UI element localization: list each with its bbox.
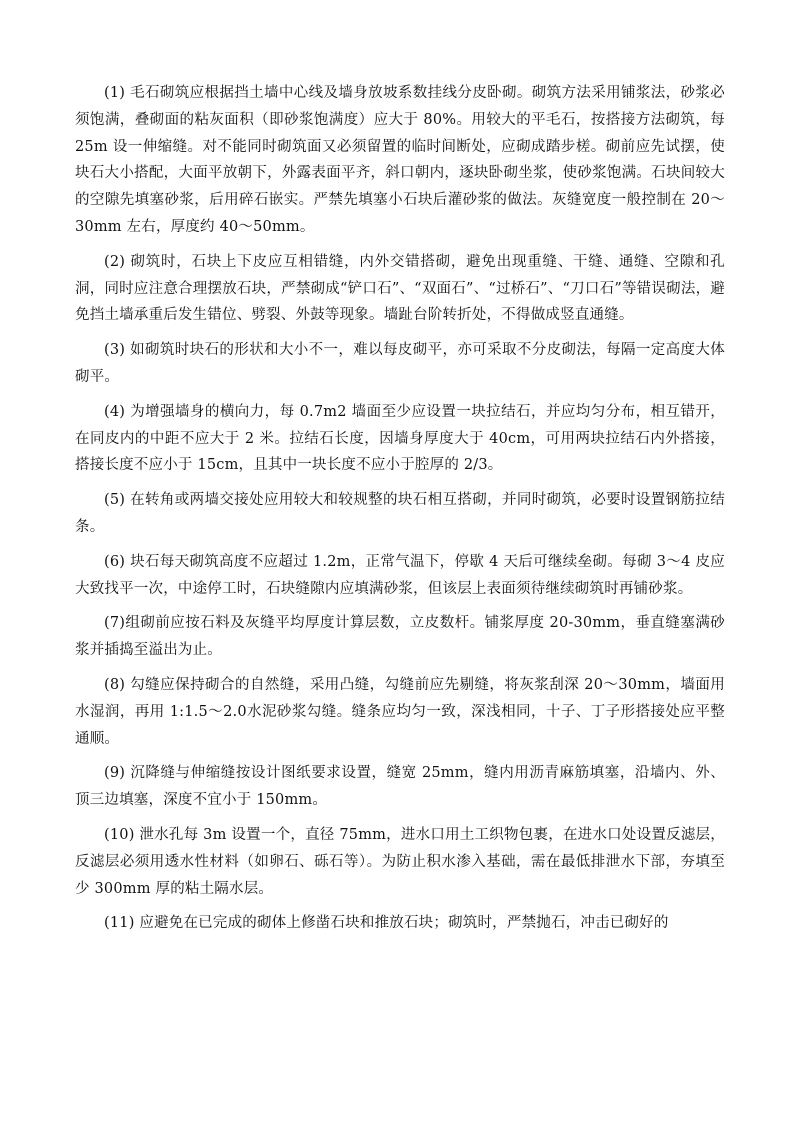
paragraph-11: (11) 应避免在已完成的砌体上修凿石块和推放石块；砌筑时，严禁抛石，冲击已砌好的 <box>104 915 669 932</box>
paragraph-7: (7)组砌前应按石料及灰缝平均厚度计算层数，立皮数杆。铺浆厚度 20-30mm，垂直缝塞满砂浆并插捣至溢出为止。 <box>75 615 725 659</box>
paragraph-5: (5) 在转角或两墙交接处应用较大和较规整的块石相互搭砌，并同时砌筑，必要时设置钢筋拉结条。 <box>75 492 725 535</box>
paragraph-3: (3) 如砌筑时块石的形状和大小不一，难以每皮砌平，亦可采取不分皮砌法，每隔一定高度大体砌平。 <box>75 342 725 385</box>
paragraph-9: (9) 沉降缝与伸缩缝按设计图纸要求设置，缝宽 25mm，缝内用沥青麻筋填塞，沿墙内、外、顶三边填塞，深度不宜小于 150mm。 <box>75 765 725 809</box>
document-body <box>75 80 725 945</box>
paragraph-4: (4) 为增强墙身的横向力，每 0.7m2 墙面至少应设置一块拉结石，并应均匀分布，相互错开，在同皮内的中距不应大于 2 米。拉结石长度，因墙身厚度大于 40cm，可用两块拉结石内外搭接，搭接长度不应小于 15cm，且其中一块长度不应小于腔厚的 2/3。 <box>75 403 725 474</box>
paragraph-8: (8) 勾缝应保持砌合的自然缝，采用凸缝，勾缝前应先剔缝，将灰浆刮深 20～30mm，墙面用水湿润，再用 1:1.5～2.0水泥砂浆勾缝。缝条应均匀一致，深浅相同，十子、丁子形搭接处应平整通顺。 <box>75 676 725 747</box>
paragraph-1: (1) 毛石砌筑应根据挡土墙中心线及墙身放坡系数挂线分皮卧砌。砌筑方法采用铺浆法，砂浆必须饱满，叠砌面的粘灰面积（即砂浆饱满度）应大于 80%。用较大的平毛石，按搭接方法砌筑，每 25m 设一伸缩缝。对不能同时砌筑面又必须留置的临时间断处，应砌成踏步槎。砌前应先试摆，使块石大小搭配，大面平放朝下，外露表面平齐，斜口朝内，逐块卧砌坐浆，使砂浆饱满。石块间较大的空隙先填塞砂浆，后用碎石嵌实。严禁先填塞小石块后灌砂浆的做法。灰缝宽度一般控制在 20～30mm 左右，厚度约 40～50mm。 <box>75 85 725 235</box>
paragraph-6: (6) 块石每天砌筑高度不应超过 1.2m，正常气温下，停歇 4 天后可继续垒砌。每砌 3～4 皮应大致找平一次，中途停工时，石块缝隙内应填满砂浆，但该层上表面须待继续砌筑时再铺砂浆。 <box>75 553 725 597</box>
paragraph-10: (10) 泄水孔每 3m 设置一个，直径 75mm，进水口用土工织物包裹，在进水口处设置反滤层，反滤层必须用透水性材料（如卵石、砾石等）。为防止积水渗入基础，需在最低排泄水下部，夯填至少 300mm 厚的粘土隔水层。 <box>75 826 725 897</box>
paragraph-2: (2) 砌筑时，石块上下皮应互相错缝，内外交错搭砌，避免出现重缝、干缝、通缝、空隙和孔洞，同时应注意合理摆放石块，严禁砌成“铲口石”、“双面石”、“过桥石”、“刀口石”等错误砌法，避免挡土墙承重后发生错位、劈裂、外鼓等现象。墙趾台阶转折处，不得做成竖直通缝。 <box>75 253 725 324</box>
